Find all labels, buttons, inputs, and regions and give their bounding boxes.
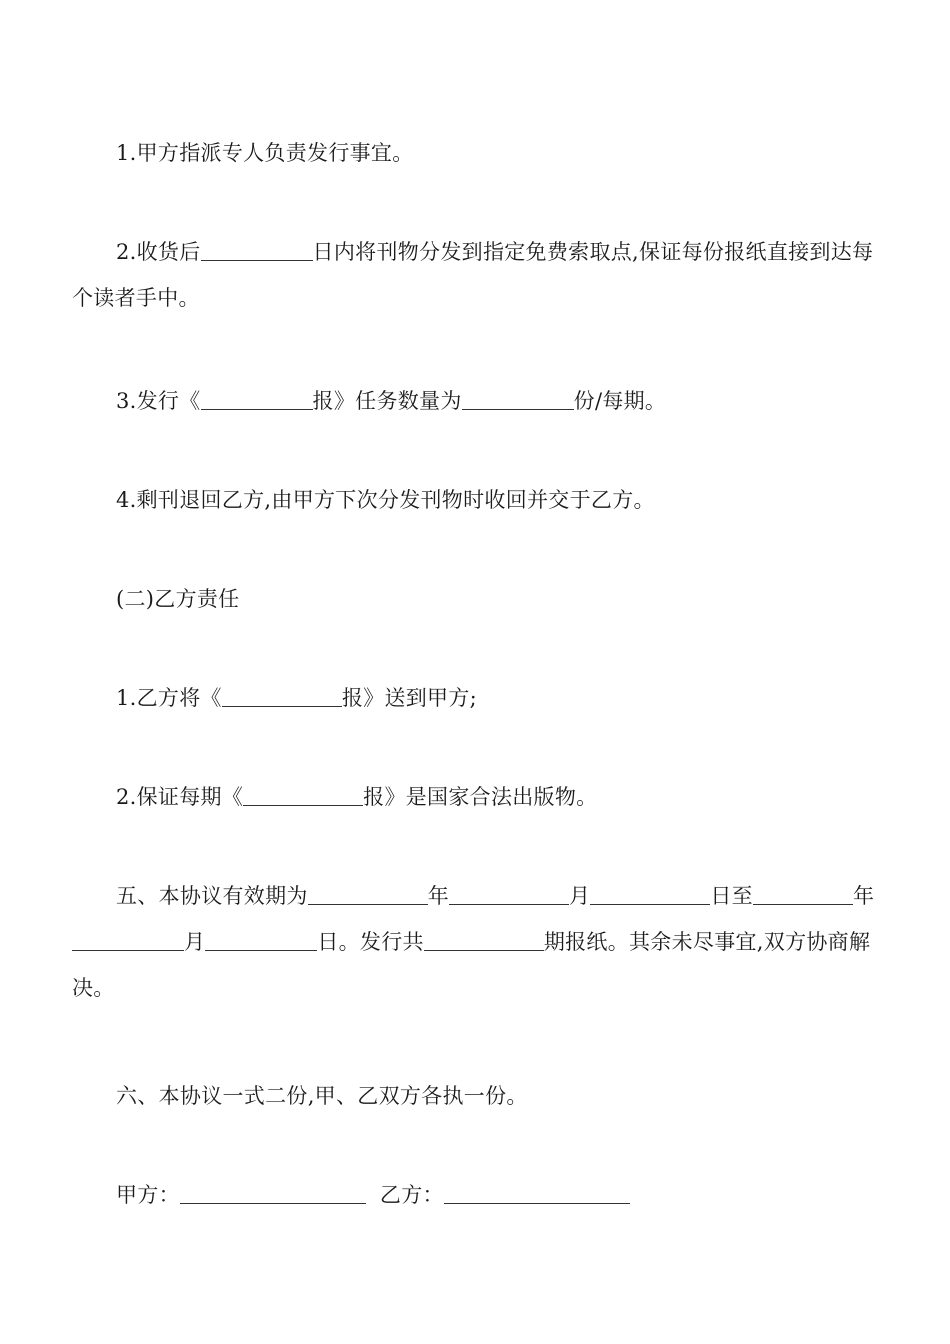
clause-3 xyxy=(72,378,880,424)
clause-five-text-a: 五、本协议有效期为 xyxy=(116,884,308,908)
blank-start-month[interactable] xyxy=(449,884,569,905)
clause-2-text-a: 2.收货后 xyxy=(116,240,201,264)
blank-quantity[interactable] xyxy=(462,389,574,410)
clause-b2-text-b: 报》是国家合法出版物。 xyxy=(363,785,598,809)
clause-2 xyxy=(72,229,880,321)
blank-end-month[interactable] xyxy=(72,930,184,951)
clause-five-text-year: 年 xyxy=(427,884,450,908)
blank-issue-count[interactable] xyxy=(424,930,544,951)
signature-line xyxy=(72,1172,880,1218)
blank-newspaper-name-3[interactable] xyxy=(243,785,363,806)
clause-five-text-end: 期报纸。其余未尽事宜,双方协商解决。 xyxy=(72,930,871,1000)
clause-b1-text-a: 1.乙方将《 xyxy=(116,686,222,710)
clause-b1 xyxy=(72,675,880,721)
clause-five-text-year-2: 年 xyxy=(852,884,875,908)
clause-five xyxy=(72,873,880,1011)
party-a-label: 甲方： xyxy=(116,1183,180,1207)
blank-start-day[interactable] xyxy=(590,884,710,905)
clause-five-text-month: 月 xyxy=(569,884,591,908)
clause-1-text: 1.甲方指派专人负责发行事宜。 xyxy=(116,141,414,165)
clause-five-text-month-2: 月 xyxy=(184,930,206,954)
section-party-b-title: (二)乙方责任 xyxy=(116,587,240,611)
clause-five-text-issue: 日。发行共 xyxy=(317,930,424,954)
clause-five-text-day-to: 日至 xyxy=(710,884,753,908)
clause-3-text-c: 份/每期。 xyxy=(573,389,667,413)
clause-b2 xyxy=(72,774,880,820)
clause-six-text: 六、本协议一式二份,甲、乙双方各执一份。 xyxy=(116,1084,528,1108)
blank-start-year[interactable] xyxy=(308,884,428,905)
clause-six xyxy=(72,1073,880,1119)
blank-newspaper-name[interactable] xyxy=(201,389,313,410)
party-b-label: 乙方： xyxy=(379,1183,444,1207)
blank-end-day[interactable] xyxy=(205,930,317,951)
clause-4 xyxy=(72,477,880,523)
clause-3-text-b: 报》任务数量为 xyxy=(312,389,462,413)
clause-4-text: 4.剩刊退回乙方,由甲方下次分发刊物时收回并交于乙方。 xyxy=(116,488,655,512)
clause-b2-text-a: 2.保证每期《 xyxy=(116,785,244,809)
section-party-b xyxy=(72,576,880,622)
blank-newspaper-name-2[interactable] xyxy=(222,686,342,707)
party-b-signature-field[interactable] xyxy=(444,1183,630,1204)
clause-3-text-a: 3.发行《 xyxy=(116,389,201,413)
blank-end-year[interactable] xyxy=(753,884,853,905)
clause-1 xyxy=(72,130,880,176)
clause-b1-text-b: 报》送到甲方; xyxy=(341,686,478,710)
party-a-signature-field[interactable] xyxy=(180,1183,366,1204)
blank-days[interactable] xyxy=(201,240,313,261)
clause-2-text-b: 日内将刊物分发到指定免费索取点,保证每份报纸直接到达每个读者手中。 xyxy=(72,240,874,310)
